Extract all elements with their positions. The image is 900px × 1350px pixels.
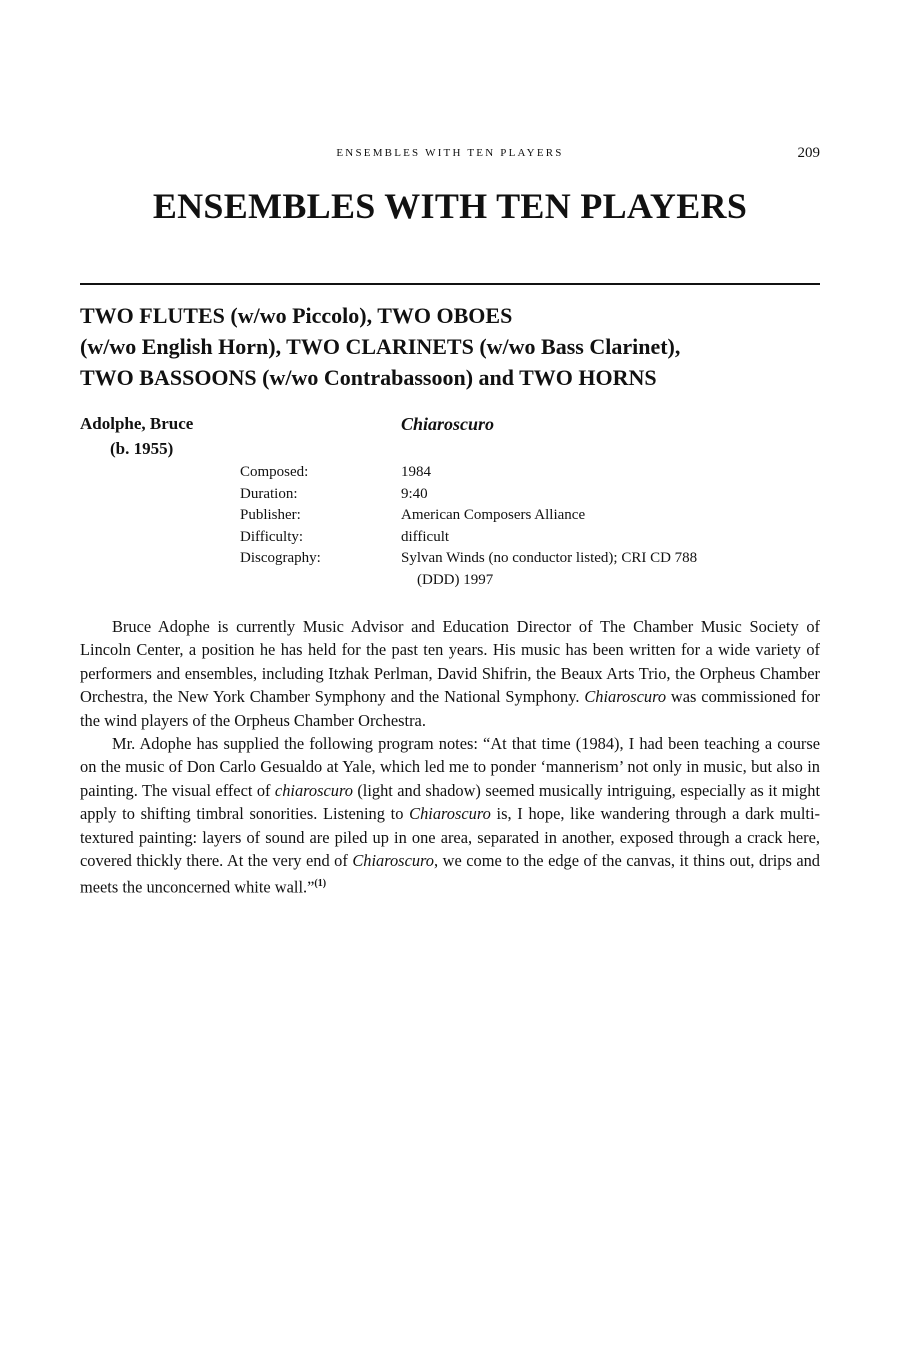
running-head: ENSEMBLES WITH TEN PLAYERS [336, 147, 564, 159]
section-heading-line-2: (w/wo English Horn), TWO CLARINETS (w/wo Bass Clarinet), [80, 334, 681, 359]
detail-row-composed [240, 462, 820, 484]
work-title-ref: Chiaroscuro [352, 851, 435, 871]
detail-value: difficult [401, 528, 450, 545]
footnote-ref: (1) [314, 878, 327, 890]
detail-row-difficulty [240, 527, 820, 549]
section-heading-line-1: TWO FLUTES (w/wo Piccolo), TWO OBOES [80, 303, 513, 328]
detail-value: 1984 [401, 464, 431, 480]
detail-value: American Composers Alliance [401, 507, 586, 523]
detail-row-discography [240, 548, 820, 570]
work-title-ref: Chiaroscuro [409, 804, 491, 824]
section-heading-line-3: TWO BASSOONS (w/wo Contrabassoon) and TWO HORNS [80, 365, 657, 390]
detail-row-publisher [240, 505, 820, 527]
section-heading [80, 300, 840, 393]
detail-row-discography-cont [240, 570, 820, 592]
work-title: Chiaroscuro [401, 414, 495, 434]
work-details [240, 462, 820, 591]
detail-label: Difficulty: [240, 528, 304, 545]
chapter-title: ENSEMBLES WITH TEN PLAYERS [152, 186, 748, 226]
detail-row-duration [240, 484, 820, 506]
page-number: 209 [797, 145, 820, 161]
composer-name: Adolphe, Bruce [80, 414, 194, 433]
detail-label: Composed: [240, 464, 309, 480]
detail-label: Duration: [240, 485, 298, 502]
detail-value: Sylvan Winds (no conductor listed); CRI CD 788 [401, 550, 698, 566]
paragraph-2: Mr. Adophe has supplied the following program notes: “At that time (1984), I had been teaching a course on the music of Don Carlo Gesualdo at Yale, which led me to ponder ‘mannerism’ not only in music, but also in painting. The visual effect of chiaroscuro (light and shadow) seemed musically intriguing, especially as it might apply to shifting timbral sonorities. Listening to Chiaroscuro is, I hope, like wandering through a dark multi-textured painting: layers of sound are piled up in one area, separated in another, exposed through a crack here, covered thickly there. At the very end of Chiaroscuro, we come to the edge of the canvas, it thins out, drips and meets the unconcerned white wall.”$^{(1)}$ [80, 734, 821, 897]
composer-dates: (b. 1955) [110, 439, 174, 458]
title-divider [80, 283, 820, 285]
detail-value-continuation: (DDD) 1997 [417, 571, 494, 588]
paragraph-1: Bruce Adophe is currently Music Advisor and Education Director of The Chamber Music Society of Lincoln Center, a position he has held for the past ten years. His music has been written for a wide variety of performers and ensembles, including Itzhak Perlman, David Shifrin, the Beaux Arts Trio, the Orpheus Chamber Orchestra, the New York Chamber Symphony and the National Symphony. Chiaroscuro was commissioned for the wind players of the Orpheus Chamber Orchestra. [80, 617, 820, 730]
body-text [80, 615, 820, 899]
work-title-ref: Chiaroscuro [584, 687, 667, 707]
detail-label: Discography: [240, 550, 321, 566]
detail-value: 9:40 [401, 485, 428, 502]
term-ref: chiaroscuro [274, 780, 353, 800]
detail-label: Publisher: [240, 507, 301, 523]
